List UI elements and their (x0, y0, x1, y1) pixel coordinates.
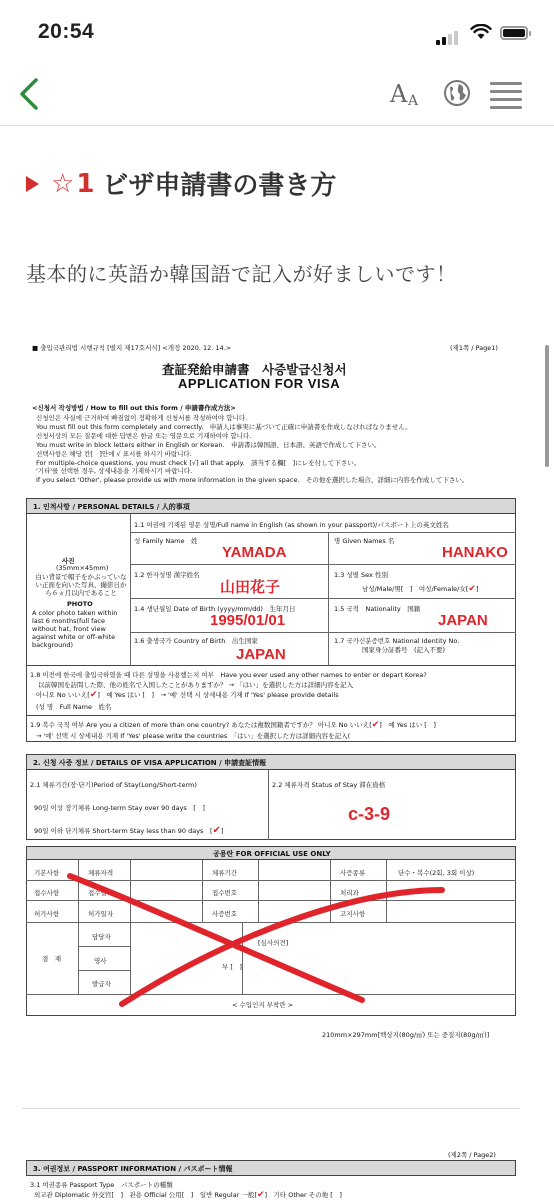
back-chevron-icon[interactable] (14, 74, 44, 114)
off-permit-date: 허가일자 (88, 910, 114, 918)
status-bar (0, 0, 554, 64)
form-howto-title: <신청서 작성방법 / How to fill out this form / 申請書作成方法> (32, 404, 236, 412)
form-title-en: APPLICATION FOR VISA (178, 376, 341, 391)
form-howto-list (36, 414, 516, 490)
check-mark-icon: ✔ (89, 690, 98, 700)
star-glyph: ☆ (51, 168, 75, 199)
field-2-2-value: c-3-9 (348, 804, 391, 824)
section2-title: 2. 신청 사증 정보 / DETAILS OF VISA APPLICATION / 申請査証情報 (33, 759, 267, 767)
field-3-1-options: 외교관 Diplomatic 外交官[ ] 관용 Official 公用[ ] 일반 Regular 一般[✔] 기타 Other その他 [ ] (34, 1190, 342, 1200)
surname-value: YAMADA (222, 544, 287, 561)
howto-line: 신청인은 사실에 근거하여 빠짐없이 정확하게 신청서를 작성하여야 합니다. (36, 414, 248, 422)
off-basic: 기본사항 (34, 869, 60, 877)
field-2-2-label: 2.2 체류자격 Status of Stay 滞在資格 (272, 781, 386, 789)
paper-size-note: 210mm×297mm[백상지(80g/㎡) 또는 중질지(80g/㎡)] (322, 1031, 490, 1039)
off-consul: 영사 (94, 957, 107, 965)
long-term-option: 90일 이상 장기체류 Long-term Stay over 90 days [ ] (34, 804, 205, 812)
off-entries: 단수・복수(2회, 3회 이상) (398, 869, 475, 877)
intro-text: 基本的に英語か韓国語で記入が好ましいです！ (26, 262, 457, 286)
form-page1-label: (제1쪽 / Page1) (450, 344, 498, 352)
status-time: 20:54 (38, 20, 95, 43)
howto-line: You must write in block letters either in English or Korean. 申請書は韓国語、日本語、英語で作成して下さい。 (36, 440, 381, 449)
field-1-7-label: 1.7 국가신분증번호 National Identity No. (334, 637, 460, 645)
nav-bar (0, 64, 554, 126)
field-1-9-sub: → '예' 선택 시 상세내용 기재 If 'Yes' please write the countries 「はい」を選択した方は詳細内容を記入( (36, 732, 351, 740)
section1-header (26, 498, 516, 514)
wifi-icon (470, 24, 492, 40)
cellular-signal-icon (436, 26, 460, 45)
photo-title: 사진 (62, 557, 75, 565)
off-receipt: 접수사항 (34, 889, 60, 897)
font-size-large-glyph: A (390, 80, 408, 108)
globe-icon[interactable] (442, 78, 472, 108)
photo-note-jp: 白い背景で帽子をかぶっていない正面を向いた写真、撮影日から６ヵ月以内であること (35, 573, 127, 597)
photo-note-en: A color photo taken within last 6 months(full face without hat, front view against white or off-white background) (32, 609, 118, 649)
off-dept: 처리과 (340, 889, 359, 897)
sex-options: 남성/Male/男[ ] 여성/Female/女[✔] (362, 584, 479, 594)
field-1-1-label: 1.1 여권에 기재된 영문 성명/Full name in English (as shown in your passport)/パスポート上の英文姓名 (134, 521, 449, 529)
off-receipt-date: 접수일자 (88, 889, 114, 897)
howto-line: '기타'를 선택한 경우, 상세내용을 기재하시기 바랍니다. (36, 467, 193, 476)
off-opinion: [심사의견] (258, 939, 289, 947)
field-1-6-value: JAPAN (236, 646, 286, 663)
form-page2-label: (제2쪽 / Page2) (448, 1151, 496, 1159)
field-1-4-value: 1995/01/01 (210, 612, 286, 629)
menu-icon[interactable] (490, 82, 522, 108)
field-1-5-value: JAPAN (438, 612, 488, 629)
field-1-2-value: 山田花子 (220, 578, 281, 596)
howto-line: If you select 'Other', please provide us with more information in the given space. その他を選択した場合、詳細に内容を作成して下さい。 (36, 476, 469, 485)
off-decision: 결 재 (42, 955, 62, 963)
off-visa-no: 사증번호 (212, 910, 238, 918)
field-1-7-sub: 国家身分証番号 (記入不要) (362, 646, 446, 654)
form-title-cjk: 査証発給申請書 사증발급신청서 (162, 362, 347, 377)
check-mark-icon: ✔ (212, 825, 221, 836)
field-1-8-options: 아니오 No いいえ[✔] 예 Yes はい [ ] → '예' 선택 시 상세내용 기재 If 'Yes' please provide details (36, 690, 339, 700)
triangle-bullet-icon (26, 176, 39, 192)
photo-size: (35mm×45mm) (56, 564, 109, 572)
short-term-option: 90일 이하 단기체류 Short-term Stay less than 90 days [✔] (34, 825, 224, 836)
field-1-8-label: 1.8 이전에 한국에 출입국하였을 때 다른 성명을 사용했는지 여부 Have you ever used any other names to enter or depart Korea? (30, 671, 427, 679)
field-1-4-label: 1.4 생년월일 Date of Birth (yyyy/mm/dd) 生年月日 (134, 605, 296, 613)
field-1-8-jp: 以前韓国を訪問した際、他の姓名で入国したことがありますか？ → 「はい」を選択した方は詳細内容を記入 (38, 681, 354, 689)
field-1-9-label: 1.9 복수 국적 여부 Are you a citizen of more than one country? あなたは複数国籍者ですか？ 아니오 No いいえ[✔] 예 Yes はい [ ] (30, 720, 436, 730)
official-use-header (26, 846, 516, 860)
off-period: 체류기간 (212, 869, 238, 877)
section-heading (26, 165, 336, 202)
off-officer: 담당자 (92, 933, 111, 941)
font-size-small-glyph: A (408, 93, 419, 109)
off-permit: 허가사항 (34, 910, 60, 918)
off-visa-type: 사증종류 (340, 869, 366, 877)
form-law-reference: ■ 출입국관리법 시행규칙 [별지 제17호서식] <개정 2020. 12. 14.> (32, 344, 232, 352)
font-size-button[interactable] (388, 78, 422, 112)
heading-number: 1 (76, 168, 95, 199)
check-mark-icon: ✔ (468, 584, 476, 594)
section3-header (26, 1160, 516, 1176)
field-1-3-label: 1.3 성별 Sex 性別 (334, 571, 388, 579)
photo-en-title: PHOTO (67, 600, 93, 608)
official-use-title: 공용란 FOR OFFICIAL USE ONLY (213, 850, 331, 858)
field-1-5-label: 1.5 국적 Nationality 国籍 (334, 605, 421, 613)
check-mark-icon: ✔ (371, 720, 380, 730)
check-mark-icon: ✔ (257, 1190, 265, 1200)
heading-title: ビザ申請書の書き方 (102, 171, 337, 201)
off-status: 체류자격 (88, 869, 114, 877)
off-receipt-no: 접수번호 (212, 889, 238, 897)
surname-label: 성 Family Name 姓 (134, 537, 198, 545)
scrollbar-thumb[interactable] (545, 345, 549, 467)
howto-line: 선택사항은 해당 칸[ ]안에 √ 표시를 하시기 바랍니다. (36, 449, 192, 458)
field-1-6-label: 1.6 출생국가 Country of Birth 出生国家 (134, 637, 258, 645)
off-notice: 고지사항 (340, 910, 366, 918)
given-name-value: HANAKO (442, 544, 508, 561)
off-stamp: < 수입인지 부착란 > (232, 1001, 294, 1009)
off-grant: 부 [ ] (222, 963, 242, 971)
cross-out-mark (62, 868, 462, 1008)
howto-line: You must fill out this form completely and correctly. 申請人は事実に基づいて正確に申請書を作成しなければなりません。 (36, 422, 412, 431)
given-name-label: 명 Given Names 名 (334, 537, 395, 545)
field-2-1-label: 2.1 체류기간(장·단기)Period of Stay(Long/Short-term) (30, 781, 197, 789)
howto-line: For multiple-choice questions, you must check [√] all that apply. 該当する欄[ ]にレを付して下さい。 (36, 458, 361, 467)
section3-title: 3. 여권정보 / PASSPORT INFORMATION / パスポート情報 (33, 1165, 233, 1173)
section2-header (26, 754, 516, 770)
off-issuer: 발급자 (92, 980, 111, 988)
field-1-2-label: 1.2 한자성명 漢字姓名 (134, 571, 200, 579)
battery-icon (500, 26, 528, 40)
howto-line: 신청서상의 모든 질문에 대한 답변은 한글 또는 영문으로 기재하여야 합니다. (36, 431, 252, 440)
section1-title: 1. 인적사항 / PERSONAL DETAILS / 人的事項 (33, 503, 190, 511)
field-1-8-name: (성 명 Full Name 姓名 (36, 703, 112, 711)
visa-form-image (22, 318, 520, 1200)
field-3-1-label: 3.1 여권종류 Passport Type パスポートの種類 (30, 1181, 173, 1189)
